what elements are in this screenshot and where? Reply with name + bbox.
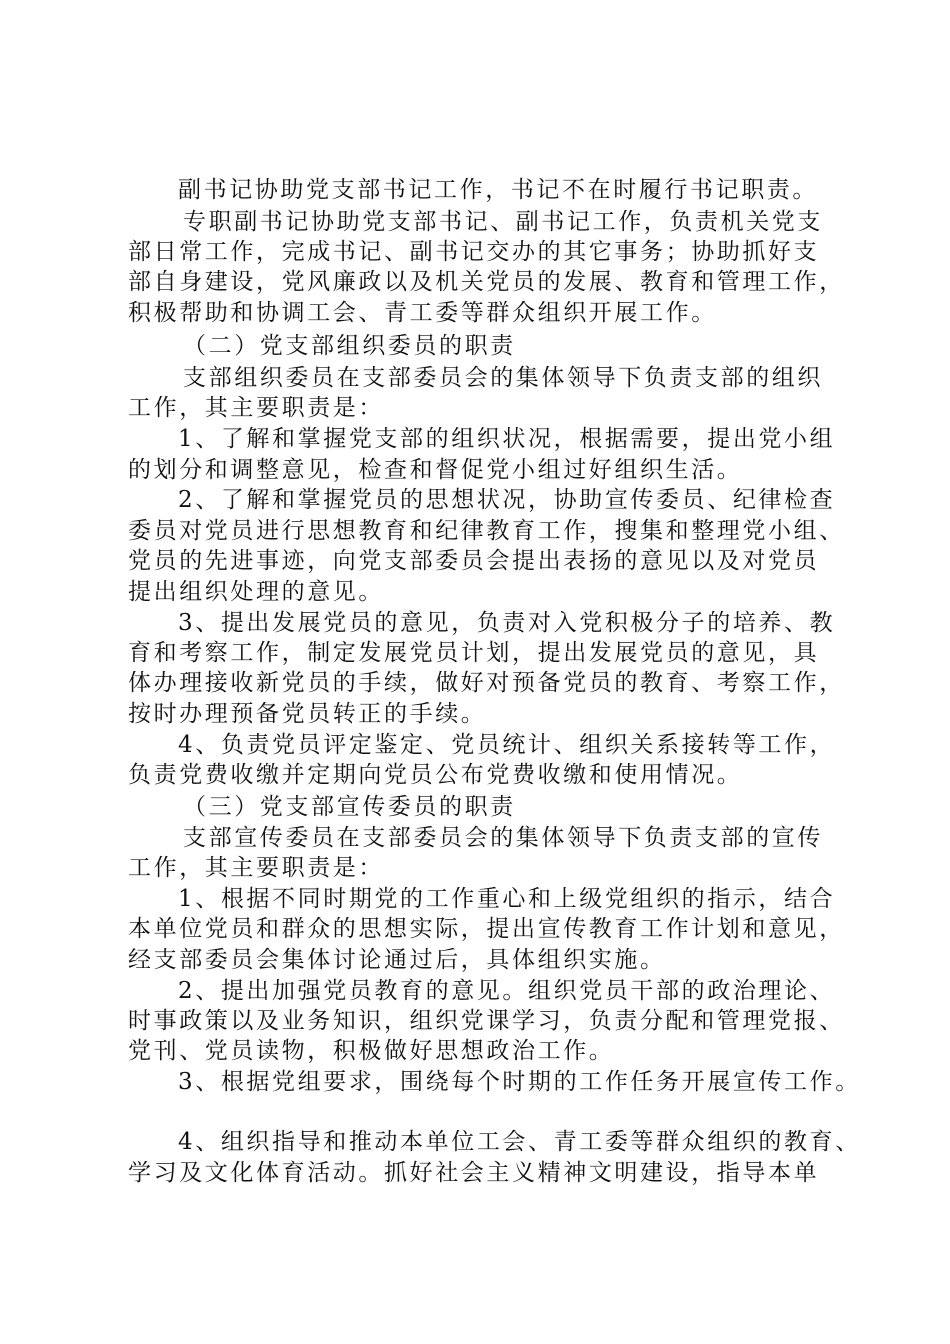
text-line: 部日常工作，完成书记、副书记交办的其它事务；协助抓好支 <box>128 239 820 265</box>
text-line: 副书记协助党支部书记工作，书记不在时履行书记职责。 <box>178 177 818 203</box>
text-line: 育和考察工作，制定发展党员计划，提出发展党员的意见，具 <box>128 640 820 666</box>
text-line: 专职副书记协助党支部书记、副书记工作，负责机关党支 <box>183 209 823 235</box>
text-line: 1、了解和掌握党支部的组织状况，根据需要，提出党小组 <box>178 426 836 452</box>
text-line: 3、根据党组要求，围绕每个时期的工作任务开展宣传工作。 <box>178 1069 861 1095</box>
section-heading: （三）党支部宣传委员的职责 <box>183 794 516 820</box>
text-line: 4、组织指导和推动本单位工会、青工委等群众组织的教育、 <box>178 1129 861 1155</box>
text-line: 经支部委员会集体讨论通过后，具体组织实施。 <box>128 947 666 973</box>
section-heading: （二）党支部组织委员的职责 <box>183 333 516 359</box>
text-line: 工作，其主要职责是： <box>128 395 384 421</box>
text-line: 2、提出加强党员教育的意见。组织党员干部的政治理论、 <box>178 978 836 1004</box>
text-line: 按时办理预备党员转正的手续。 <box>128 701 487 727</box>
text-line: 4、负责党员评定鉴定、党员统计、组织关系接转等工作， <box>178 732 836 758</box>
text-line: 部自身建设，党风廉政以及机关党员的发展、教育和管理工作， <box>128 269 845 295</box>
text-line: 2、了解和掌握党员的思想状况，协助宣传委员、纪律检查 <box>178 487 836 513</box>
text-line: 支部宣传委员在支部委员会的集体领导下负责支部的宣传 <box>183 825 823 851</box>
text-line: 1、根据不同时期党的工作重心和上级党组织的指示，结合 <box>178 886 836 912</box>
text-line: 3、提出发展党员的意见，负责对入党积极分子的培养、教 <box>178 610 836 636</box>
text-line: 委员对党员进行思想教育和纪律教育工作，搜集和整理党小组、 <box>128 518 845 544</box>
text-line: 提出组织处理的意见。 <box>128 579 384 605</box>
text-line: 学习及文化体育活动。抓好社会主义精神文明建设，指导本单 <box>128 1160 820 1186</box>
text-line: 的划分和调整意见，检查和督促党小组过好组织生活。 <box>128 457 743 483</box>
text-line: 工作，其主要职责是： <box>128 855 384 881</box>
text-line: 时事政策以及业务知识，组织党课学习，负责分配和管理党报、 <box>128 1008 845 1034</box>
text-line: 积极帮助和协调工会、青工委等群众组织开展工作。 <box>128 300 717 326</box>
text-line: 负责党费收缴并定期向党员公布党费收缴和使用情况。 <box>128 762 743 788</box>
text-line: 体办理接收新党员的手续，做好对预备党员的教育、考察工作， <box>128 670 845 696</box>
text-line: 党刊、党员读物，积极做好思想政治工作。 <box>128 1038 615 1064</box>
text-line: 党员的先进事迹，向党支部委员会提出表扬的意见以及对党员 <box>128 548 820 574</box>
text-line: 支部组织委员在支部委员会的集体领导下负责支部的组织 <box>183 365 823 391</box>
text-line: 本单位党员和群众的思想实际，提出宣传教育工作计划和意见， <box>128 916 845 942</box>
